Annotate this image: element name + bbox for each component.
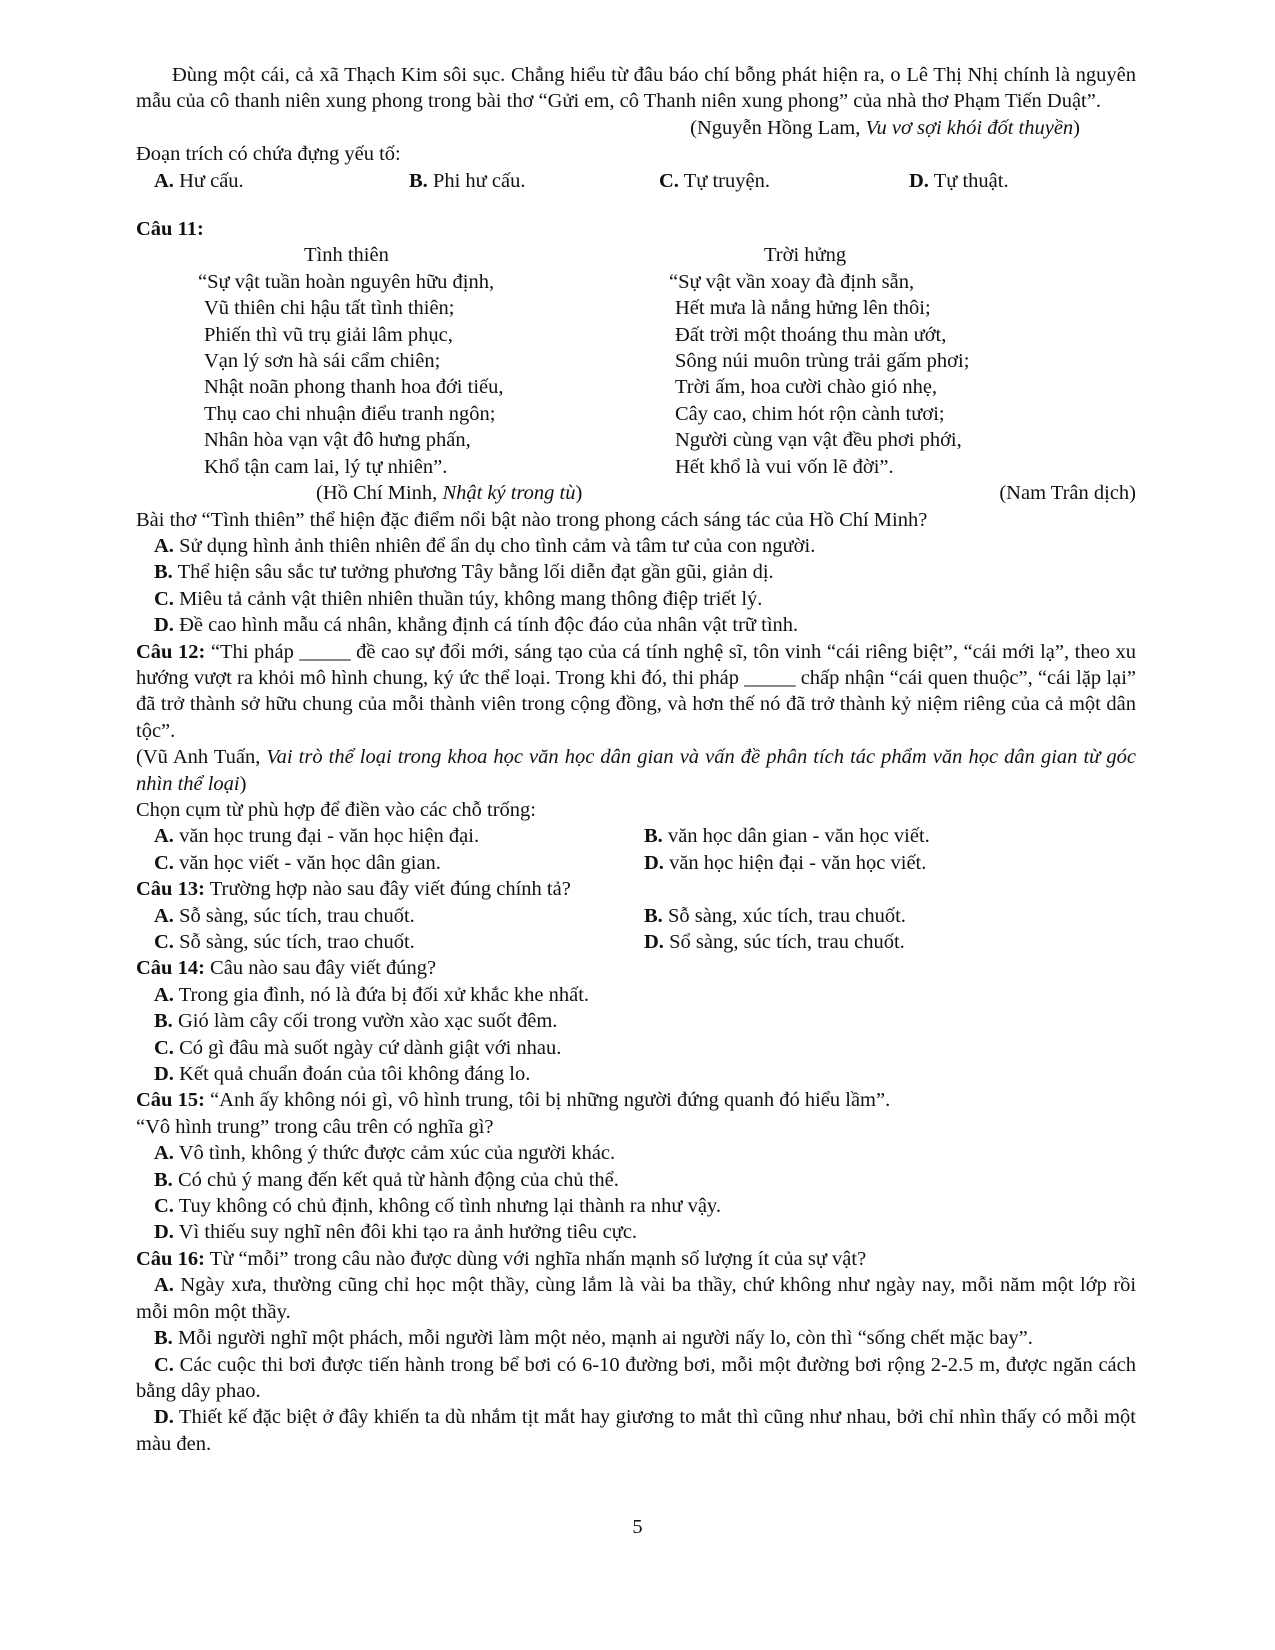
q15-option-c[interactable]: C. Tuy không có chủ định, không cố tình nhưng lại thành ra như vậy. <box>154 1195 721 1218</box>
q11-option-d[interactable]: D. Đề cao hình mẫu cá nhân, khẳng định cá tính độc đáo của nhân vật trữ tình. <box>154 614 799 637</box>
q14-option-a[interactable]: A. Trong gia đình, nó là đứa bị đối xử khắc khe nhất. <box>154 983 590 1006</box>
q16-option-c[interactable]: C. Các cuộc thi bơi được tiến hành trong bể bơi có 6-10 đường bơi, mỗi một đường bơi rộng 2-2.5 m, được ngăn cách bằng dây phao. <box>136 1353 1137 1402</box>
q15-stem: Câu 15: “Anh ấy không nói gì, vô hình trung, tôi bị những người đứng quanh đó hiểu lầm”. <box>136 1089 891 1112</box>
q15-option-a[interactable]: A. Vô tình, không ý thức được cảm xúc của người khác. <box>154 1142 616 1165</box>
q15-label: Câu 15: <box>136 1089 205 1112</box>
poem-left <box>136 242 656 506</box>
q11-option-b[interactable]: B. Thể hiện sâu sắc tư tưởng phương Tây bằng lối diễn đạt gần gũi, giản dị. <box>154 561 774 584</box>
poem-right <box>656 242 1136 506</box>
q16-option-b[interactable]: B. Mỗi người nghĩ một phách, mỗi người làm một nẻo, mạnh ai người nấy lo, còn thì “sống chết mặc bay”. <box>154 1327 1033 1350</box>
q13-stem: Câu 13: Trường hợp nào sau đây viết đúng chính tả? <box>136 878 571 901</box>
q13-option-a[interactable]: A. Sỗ sàng, súc tích, trau chuốt. <box>154 904 415 927</box>
poem-left-line: Khổ tận cam lai, lý tự nhiên”. <box>204 455 448 478</box>
q15-question: “Vô hình trung” trong câu trên có nghĩa gì? <box>136 1115 494 1138</box>
intro-source-title: Vu vơ sợi khói đốt thuyền <box>865 116 1074 139</box>
poem-right-line: Hết mưa là nắng hửng lên thôi; <box>675 297 931 320</box>
q12-label: Câu 12: <box>136 640 206 663</box>
spacer <box>136 194 1136 216</box>
q13-option-b[interactable]: B. Sỗ sàng, xúc tích, trau chuốt. <box>644 904 906 927</box>
poem-right-line: “Sự vật vần xoay đà định sẵn, <box>669 270 915 293</box>
q11-label: Câu 11: <box>136 218 204 241</box>
q14-label: Câu 14: <box>136 957 205 980</box>
poem-right-line: Trời ấm, hoa cười chào gió nhẹ, <box>675 376 938 399</box>
poem-left-line: Vạn lý sơn hà sái cẩm chiên; <box>204 350 441 373</box>
q16-label: Câu 16: <box>136 1247 205 1270</box>
poem-left-source: (Hồ Chí Minh, Nhật ký trong tù) <box>316 482 583 505</box>
q11-question: Bài thơ “Tình thiên” thể hiện đặc điểm nổi bật nào trong phong cách sáng tác của Hồ Chí Minh? <box>136 508 928 531</box>
poem-right-line: Người cùng vạn vật đều phơi phới, <box>675 429 962 452</box>
document-page <box>136 62 1136 1457</box>
poem-right-line: Cây cao, chim hót rộn cành tươi; <box>675 402 945 425</box>
q12-text: “Thi pháp _____ đề cao sự đổi mới, sáng tạo của cá tính nghệ sĩ, tôn vinh “cái riêng biệt”, “cái mới lạ”, theo xu hướng vượt ra khỏi mô hình chung, ký ức thể loại. Trong khi đó, thi pháp _____ chấp nhận “cái quen thuộc”, “cái lặp lại” đã trở thành sở hữu chung của mỗi thành viên trong cộng đồng, và hơn thế nó đã trở thành kỷ niệm riêng của cả một dân tộc”. <box>136 640 1136 742</box>
poem-left-line: Nhật noãn phong thanh hoa đới tiếu, <box>204 376 504 399</box>
q15-option-b[interactable]: B. Có chủ ý mang đến kết quả từ hành động của chủ thể. <box>154 1168 619 1191</box>
q12-option-d[interactable]: D. văn học hiện đại - văn học viết. <box>644 851 927 874</box>
poem-left-title: Tình thiên <box>304 244 389 267</box>
poem-left-line: Vũ thiên chi hậu tất tình thiên; <box>204 297 455 320</box>
poem-right-source: (Nam Trân dịch) <box>999 482 1136 505</box>
intro-option-d[interactable]: D. Tự thuật. <box>909 169 1009 192</box>
intro-source-close: ) <box>1073 116 1080 139</box>
q16-stem: Câu 16: Từ “mỗi” trong câu nào được dùng với nghĩa nhấn mạnh số lượng ít của sự vật? <box>136 1247 867 1270</box>
q13-option-c[interactable]: C. Sỗ sàng, súc tích, trao chuốt. <box>154 931 415 953</box>
q11-option-a[interactable]: A. Sử dụng hình ảnh thiên nhiên để ẩn dụ cho tình cảm và tâm tư của con người. <box>154 534 816 557</box>
intro-option-a[interactable]: A. Hư cấu. <box>154 169 244 192</box>
intro-source-author: (Nguyễn Hồng Lam, <box>690 116 866 139</box>
q12-stem <box>136 639 1136 745</box>
poem-left-line: Phiến thì vũ trụ giải lâm phục, <box>204 323 453 346</box>
q13-label: Câu 13: <box>136 878 205 901</box>
poem-right-title: Trời hửng <box>764 244 847 267</box>
q16-option-a[interactable]: A. Ngày xưa, thường cũng chỉ học một thầy, cùng lắm là vài ba thầy, chứ không như ngày nay, mỗi năm một lớp rồi mỗi môn một thầy. <box>136 1274 1137 1323</box>
q14-option-c[interactable]: C. Có gì đâu mà suốt ngày cứ dành giật với nhau. <box>154 1036 562 1059</box>
intro-source <box>136 115 1136 141</box>
poem-left-line: Thụ cao chi nhuận điểu tranh ngôn; <box>204 402 496 425</box>
intro-question: Đoạn trích có chứa đựng yếu tố: <box>136 143 401 166</box>
q13-options <box>136 903 1136 956</box>
intro-option-b[interactable]: B. Phi hư cấu. <box>409 169 526 192</box>
q12-option-b[interactable]: B. văn học dân gian - văn học viết. <box>644 825 930 848</box>
q14-stem: Câu 14: Câu nào sau đây viết đúng? <box>136 957 437 980</box>
q15-option-d[interactable]: D. Vì thiếu suy nghĩ nên đôi khi tạo ra ảnh hưởng tiêu cực. <box>154 1221 638 1244</box>
intro-paragraph: Đùng một cái, cả xã Thạch Kim sôi sục. Chẳng hiểu từ đâu báo chí bỗng phát hiện ra, o Lê Thị Nhị chính là nguyên mẫu của cô thanh niên xung phong trong bài thơ “Gửi em, cô Thanh niên xung phong” của nhà thơ Phạm Tiến Duật”. <box>136 64 1136 113</box>
q11-option-c[interactable]: C. Miêu tả cảnh vật thiên nhiên thuần túy, không mang thông điệp triết lý. <box>154 587 763 610</box>
poem-right-line: Sông núi muôn trùng trải gấm phơi; <box>675 350 970 373</box>
q16-option-d[interactable]: D. Thiết kế đặc biệt ở đây khiến ta dù nhắm tịt mắt hay giương to mắt thì cũng như nhau, bởi chỉ nhìn thấy có mỗi một màu đen. <box>136 1406 1136 1455</box>
intro-options <box>136 168 1136 194</box>
poem-left-line: “Sự vật tuần hoàn nguyên hữu định, <box>198 270 495 293</box>
q13-option-d[interactable]: D. Sổ sàng, súc tích, trau chuốt. <box>644 931 905 953</box>
page-number: 5 <box>632 1516 643 1538</box>
q12-question: Chọn cụm từ phù hợp để điền vào các chỗ trống: <box>136 798 536 821</box>
q12-source: (Vũ Anh Tuấn, Vai trò thể loại trong khoa học văn học dân gian và vấn đề phân tích tác phẩm văn học dân gian từ góc nhìn thể loại) <box>136 746 1137 795</box>
q12-options <box>136 823 1136 876</box>
poem-left-line: Nhân hòa vạn vật đô hưng phấn, <box>204 429 471 452</box>
q14-option-d[interactable]: D. Kết quả chuẩn đoán của tôi không đáng lo. <box>154 1063 531 1086</box>
intro-option-c[interactable]: C. Tự truyện. <box>659 169 770 192</box>
q14-option-b[interactable]: B. Gió làm cây cối trong vườn xào xạc suốt đêm. <box>154 1010 558 1033</box>
poem-right-line: Hết khổ là vui vốn lẽ đời”. <box>675 455 894 478</box>
q11-poems <box>136 242 1136 506</box>
q12-option-c[interactable]: C. văn học viết - văn học dân gian. <box>154 851 441 874</box>
q12-option-a[interactable]: A. văn học trung đại - văn học hiện đại. <box>154 825 480 848</box>
poem-right-line: Đất trời một thoáng thu màn ướt, <box>675 323 947 346</box>
